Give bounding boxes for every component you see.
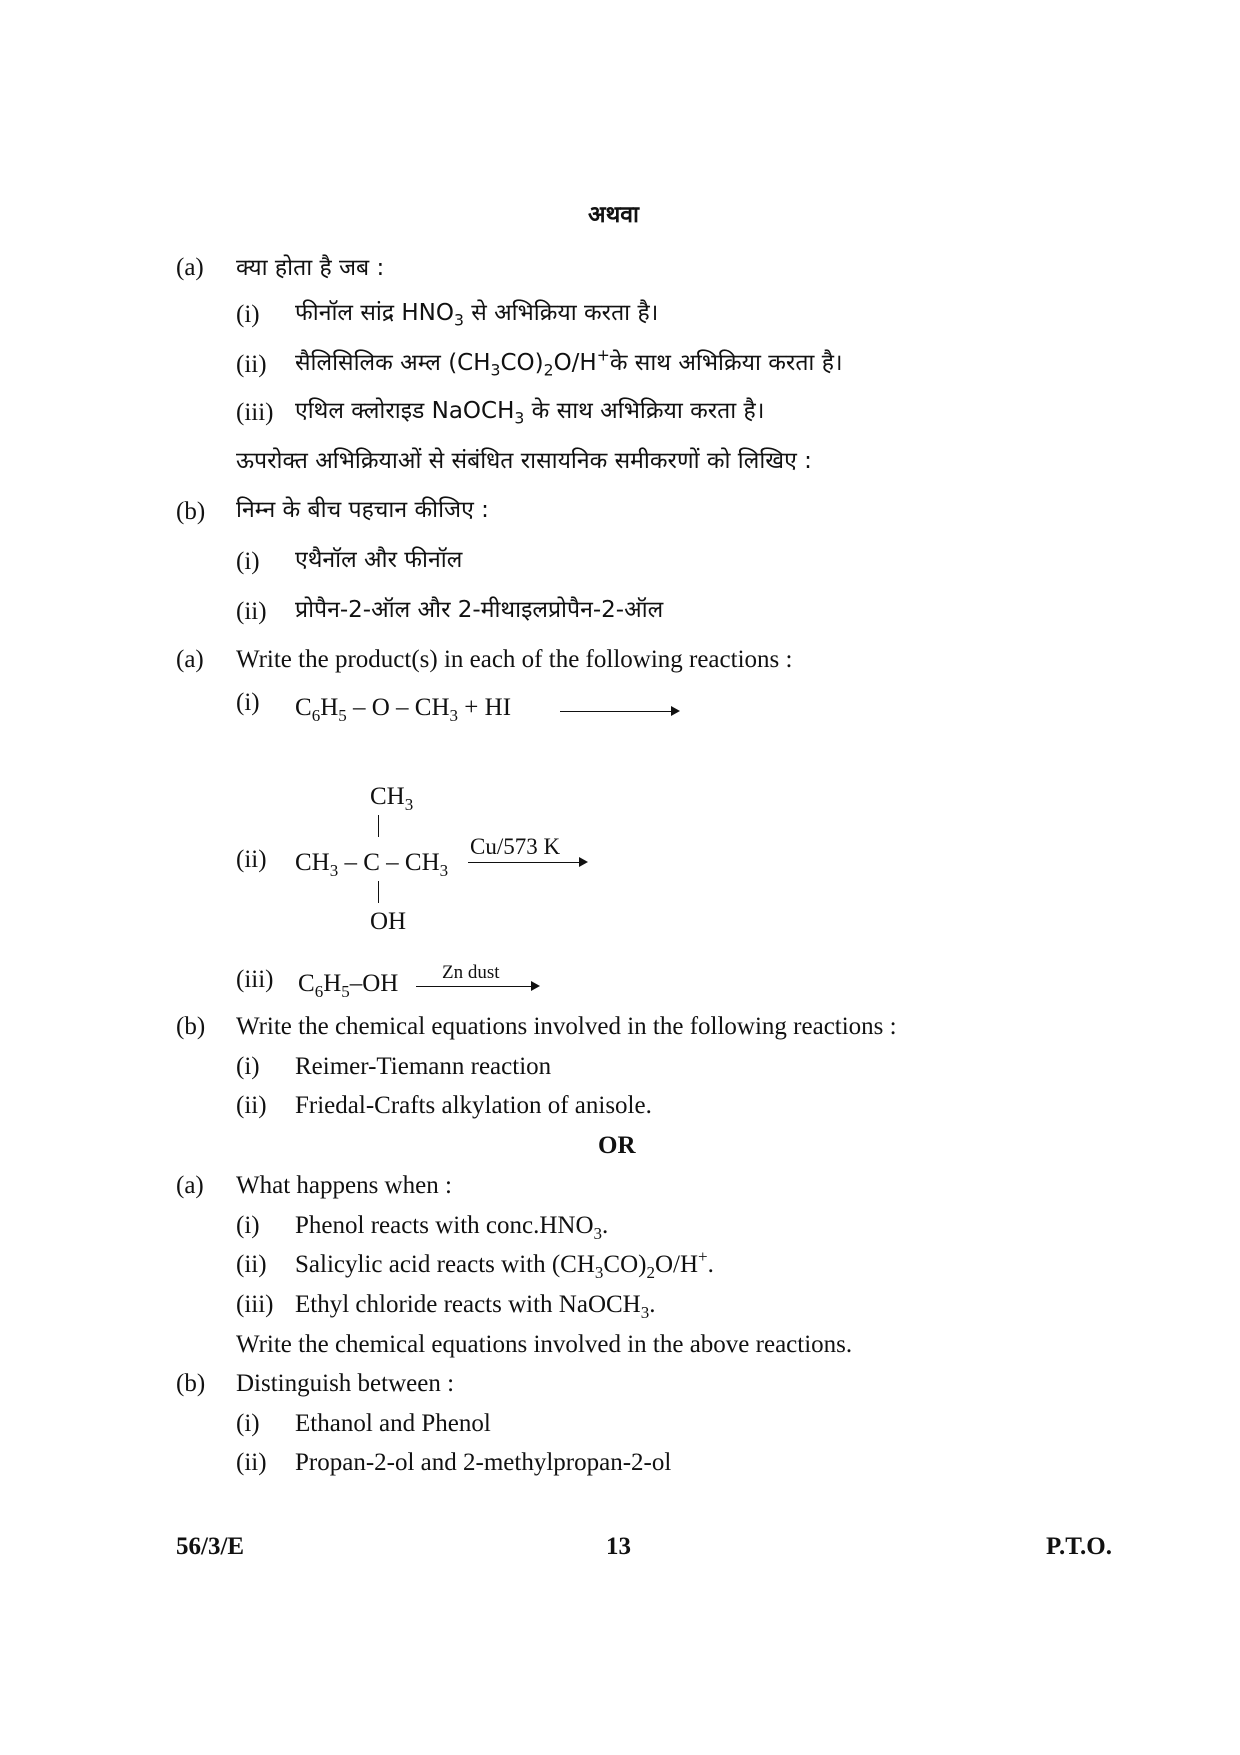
reaction-2-reagent: Cu/573 K [470, 834, 561, 859]
eng-a2-item-num: (ii) [236, 1251, 267, 1278]
eng-a2-item-num: (i) [236, 1212, 260, 1239]
hindi-a-item-text: फीनॉल सांद्र $HNO_3$ से अभिक्रिया करता है। [295, 300, 659, 330]
reaction-2-num: (ii) [236, 846, 267, 873]
eng-or-heading: OR [598, 1132, 636, 1159]
reaction-3-num: (iii) [236, 966, 274, 993]
reaction-3-arrow [416, 986, 538, 987]
paper-code: 56/3/E [176, 1533, 245, 1560]
hindi-part-a-text: क्या होता है जब : [236, 255, 385, 281]
eng-a2-item-text: Phenol reacts with $conc.HNO_3$. [295, 1212, 609, 1243]
hindi-a-item-text: सैलिसिलिक अम्ल $(CH_3CO)_2O/H^+के$ साथ अभिक्रिया करता है। [295, 345, 843, 380]
reaction-3-reagent: Zn dust [442, 962, 500, 983]
eng-a2-item-text: Salicylic acid reacts with $(CH_3CO)_2O/H^+$. [295, 1246, 714, 1282]
eng-part-b2-text: Distinguish between : [236, 1370, 455, 1397]
hindi-part-b-text: निम्न के बीच पहचान कीजिए : [236, 497, 489, 523]
hindi-b-item-text: एथैनॉल और फीनॉल [295, 547, 463, 573]
eng-b2-item-text: Ethanol and Phenol [295, 1410, 491, 1437]
eng-b2-item-text: Propan-2-ol and 2-methylpropan-2-ol [295, 1449, 672, 1476]
eng-b-item-text: Friedal-Crafts alkylation of anisole. [295, 1092, 652, 1119]
eng-part-a-text: Write the product(s) in each of the following reactions : [236, 646, 793, 673]
hindi-a-item-text: एथिल क्लोराइड NaOCH$_3$ के साथ अभिक्रिया करता है। [295, 398, 765, 428]
hindi-b-item-text: प्रोपैन-2-ऑल और 2-मीथाइलप्रोपैन-2-ऑल [295, 597, 664, 623]
hindi-a-item-num: (ii) [236, 351, 267, 378]
eng-a2-instruction: Write the chemical equations involved in the above reactions. [236, 1331, 853, 1358]
hindi-part-b-label: (b) [176, 498, 206, 525]
reaction-2-bottom-group: OH [370, 908, 407, 935]
eng-b2-item-num: (i) [236, 1410, 260, 1437]
reaction-1-arrow [560, 711, 678, 712]
reaction-1-num: (i) [236, 689, 260, 716]
eng-b-item-num: (i) [236, 1053, 260, 1080]
hindi-b-item-num: (i) [236, 548, 260, 575]
eng-b-item-text: Reimer-Tiemann reaction [295, 1053, 552, 1080]
hindi-a-item-num: (i) [236, 301, 260, 328]
page-number: 13 [606, 1533, 631, 1560]
reaction-2-bond-down [378, 881, 379, 903]
eng-a2-item-num: (iii) [236, 1291, 274, 1318]
reaction-3-formula: $C_6H_5-OH$ [298, 970, 399, 1001]
pto-label: P.T.O. [1046, 1533, 1112, 1560]
eng-b-item-num: (ii) [236, 1092, 267, 1119]
reaction-2-top-group: $CH_3$ [370, 783, 414, 814]
eng-b2-item-num: (ii) [236, 1449, 267, 1476]
eng-a2-item-text: Ethyl chloride reacts with NaOCH$_3$. [295, 1291, 656, 1322]
hindi-or-heading: अथवा [588, 202, 640, 228]
reaction-1-formula: $C_6H_5$ – O – $CH_3$ + HI [295, 694, 512, 725]
hindi-a-item-num: (iii) [236, 399, 274, 426]
eng-part-a2-label: (a) [176, 1172, 204, 1199]
hindi-b-item-num: (ii) [236, 598, 267, 625]
reaction-2-formula: $CH_3$ – C – $CH_3$ [295, 849, 449, 880]
reaction-2-arrow [468, 862, 586, 863]
eng-part-b2-label: (b) [176, 1370, 206, 1397]
hindi-part-a-label: (a) [176, 254, 204, 281]
eng-part-b-text: Write the chemical equations involved in the following reactions : [236, 1013, 897, 1040]
eng-part-a2-text: What happens when : [236, 1172, 452, 1199]
eng-part-b-label: (b) [176, 1013, 206, 1040]
hindi-a-instruction: ऊपरोक्त अभिक्रियाओं से संबंधित रासायनिक समीकरणों को लिखिए : [236, 448, 812, 474]
reaction-2-bond-up [378, 815, 379, 837]
eng-part-a-label: (a) [176, 646, 204, 673]
